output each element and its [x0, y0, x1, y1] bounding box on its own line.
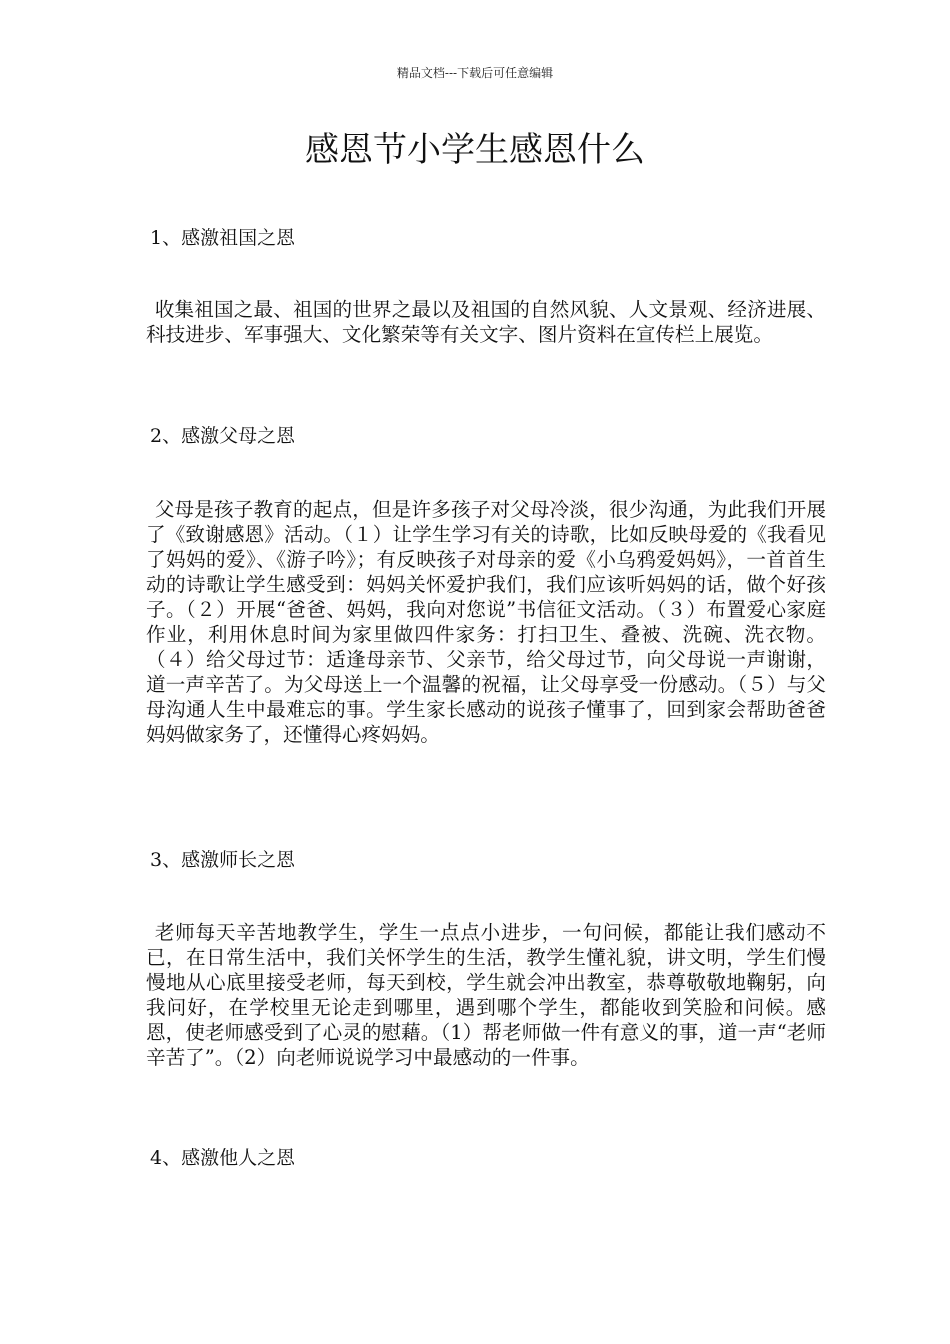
- section-heading-2: 2、感激父母之恩: [150, 425, 296, 447]
- header-note: 精品文档---下载后可任意编辑: [396, 66, 554, 80]
- document-title: 感恩节小学生感恩什么: [305, 130, 645, 170]
- section-body-1: 收集祖国之最、祖国的世界之最以及祖国的自然风貌、人文景观、经济进展、科技进步、军事强大、文化繁荣等有关文字、图片资料在宣传栏上展览。: [146, 298, 826, 346]
- section-heading-4: 4、感激他人之恩: [150, 1147, 296, 1169]
- section-body-3: 老师每天辛苦地教学生，学生一点点小进步，一句问候，都能让我们感动不已，在日常生活中，我们关怀学生的生活，教学生懂礼貌，讲文明，学生们慢慢地从心底里接受老师，每天到校，学生就会冲出教室，恭尊敬敬地鞠躬，向我问好，在学校里无论走到哪里，遇到哪个学生，都能收到笑脸和问候。感恩，使老师感受到了心灵的慰藉。（1）帮老师做一件有意义的事，道一声“老师辛苦了”。（2）向老师说说学习中最感动的一件事。: [146, 921, 826, 1069]
- section-body-2: 父母是孩子教育的起点，但是许多孩子对父母冷淡，很少沟通，为此我们开展了《致谢感恩》活动。（１）让学生学习有关的诗歌，比如反映母爱的《我看见了妈妈的爱》、《游子吟》；有反映孩子对母亲的爱《小乌鸦爱妈妈》，一首首生动的诗歌让学生感受到：妈妈关怀爱护我们，我们应该听妈妈的话，做个好孩子。（２）开展“爸爸、妈妈，我向对您说”书信征文活动。（３）布置爱心家庭作业，利用休息时间为家里做四件家务：打扫卫生、叠被、洗碗、洗衣物。（４）给父母过节：适逢母亲节、父亲节，给父母过节，向父母说一声谢谢，道一声辛苦了。为父母送上一个温馨的祝福，让父母享受一份感动。（５）与父母沟通人生中最难忘的事。学生家长感动的说孩子懂事了，回到家会帮助爸爸妈妈做家务了，还懂得心疼妈妈。: [146, 498, 826, 746]
- section-heading-3: 3、感激师长之恩: [150, 849, 296, 871]
- section-heading-1: 1、感激祖国之恩: [150, 227, 296, 249]
